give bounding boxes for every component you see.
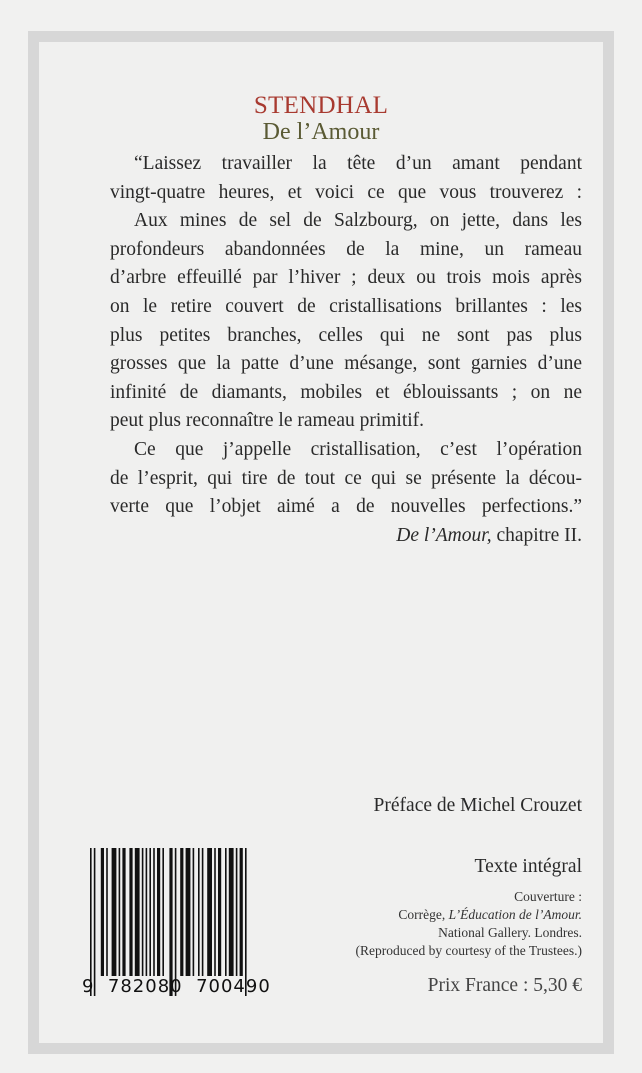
barcode-bar: [146, 848, 148, 976]
quote-line: Ce que j’appelle cristallisation, c’est l’opération: [134, 438, 582, 460]
credits-label: Couverture :: [514, 889, 582, 904]
quote-line: vingt-quatre heures, et voici ce que vous trouverez :: [110, 181, 582, 203]
source-chapter: chapitre II.: [491, 525, 582, 546]
quote-line: on le retire couvert de cristallisations brillantes : les: [110, 295, 582, 317]
barcode-bar: [198, 848, 200, 976]
barcode-bar: [157, 848, 160, 976]
cover-credits: [356, 888, 582, 960]
credits-painting: [356, 906, 582, 924]
book-title: De l’Amour: [262, 119, 380, 145]
barcode-bar: [112, 848, 117, 976]
barcode-bar: [122, 848, 125, 976]
quote-line: d’arbre effeuillé par l’hiver ; deux ou trois mois après: [110, 267, 582, 289]
barcode-bar: [193, 848, 195, 976]
barcode-bar: [214, 848, 216, 976]
barcode-bar: [162, 848, 164, 976]
barcode-bar: [90, 848, 92, 996]
barcode-bar: [245, 848, 247, 996]
barcode-bar: [229, 848, 234, 976]
quote-line: profondeurs abandonnées de la mine, un rameau: [110, 238, 582, 260]
barcode-bar: [236, 848, 238, 976]
quote-line: verte que l’objet aimé a de nouvelles perfections.”: [110, 496, 582, 518]
barcode-bar: [142, 848, 144, 976]
barcode-bar: [153, 848, 155, 976]
credits-museum: National Gallery. Londres.: [438, 925, 582, 940]
quote-source: [396, 525, 582, 547]
barcode-digits: [82, 976, 271, 997]
barcode-bar: [186, 848, 191, 976]
barcode-bar: [175, 848, 177, 996]
barcode-bar: [119, 848, 121, 976]
barcode-bar: [240, 848, 243, 976]
quote-line: peut plus reconnaître le rameau primitif.: [110, 410, 425, 432]
barcode-bar: [169, 848, 172, 996]
barcode-bar: [202, 848, 204, 976]
preface-credit: Préface de Michel Crouzet: [373, 795, 582, 816]
barcode-bar: [101, 848, 104, 976]
price: Prix France : 5,30 €: [427, 975, 582, 996]
painter: Corrège,: [398, 907, 449, 922]
edition-note: Texte intégral: [474, 856, 582, 877]
barcode-bar: [129, 848, 132, 976]
barcode-bar: [149, 848, 151, 976]
barcode-bar: [225, 848, 227, 976]
barcode-bar: [106, 848, 108, 976]
barcode-bar: [94, 848, 96, 996]
barcode-group-2: 700490: [196, 976, 271, 997]
credits-courtesy: (Reproduced by courtesy of the Trustees.): [355, 943, 582, 958]
source-title: De l’Amour,: [396, 525, 492, 546]
author-name: STENDHAL: [253, 92, 389, 119]
quote-line: grosses que la patte d’une mésange, sont garnies d’une: [110, 353, 582, 375]
painting-title: L’Éducation de l’Amour.: [448, 907, 582, 922]
barcode-bar: [207, 848, 212, 976]
barcode-bar: [218, 848, 221, 976]
quote-excerpt: [110, 150, 582, 522]
quote-line: Aux mines de sel de Salzbourg, on jette, dans les: [134, 210, 582, 232]
barcode-bar: [180, 848, 183, 976]
barcode-lead-digit: 9: [82, 976, 95, 997]
quote-line: infinité de diamants, mobiles et éblouissants ; on ne: [110, 381, 582, 403]
quote-line: “Laissez travailler la tête d’un amant pendant: [134, 153, 582, 174]
quote-line: de l’esprit, qui tire de tout ce qui se présente la décou-: [110, 467, 582, 489]
quote-line: plus petites branches, celles qui ne sont pas plus: [110, 324, 582, 346]
barcode-group-1: 782080: [107, 976, 183, 997]
barcode-bar: [135, 848, 140, 976]
